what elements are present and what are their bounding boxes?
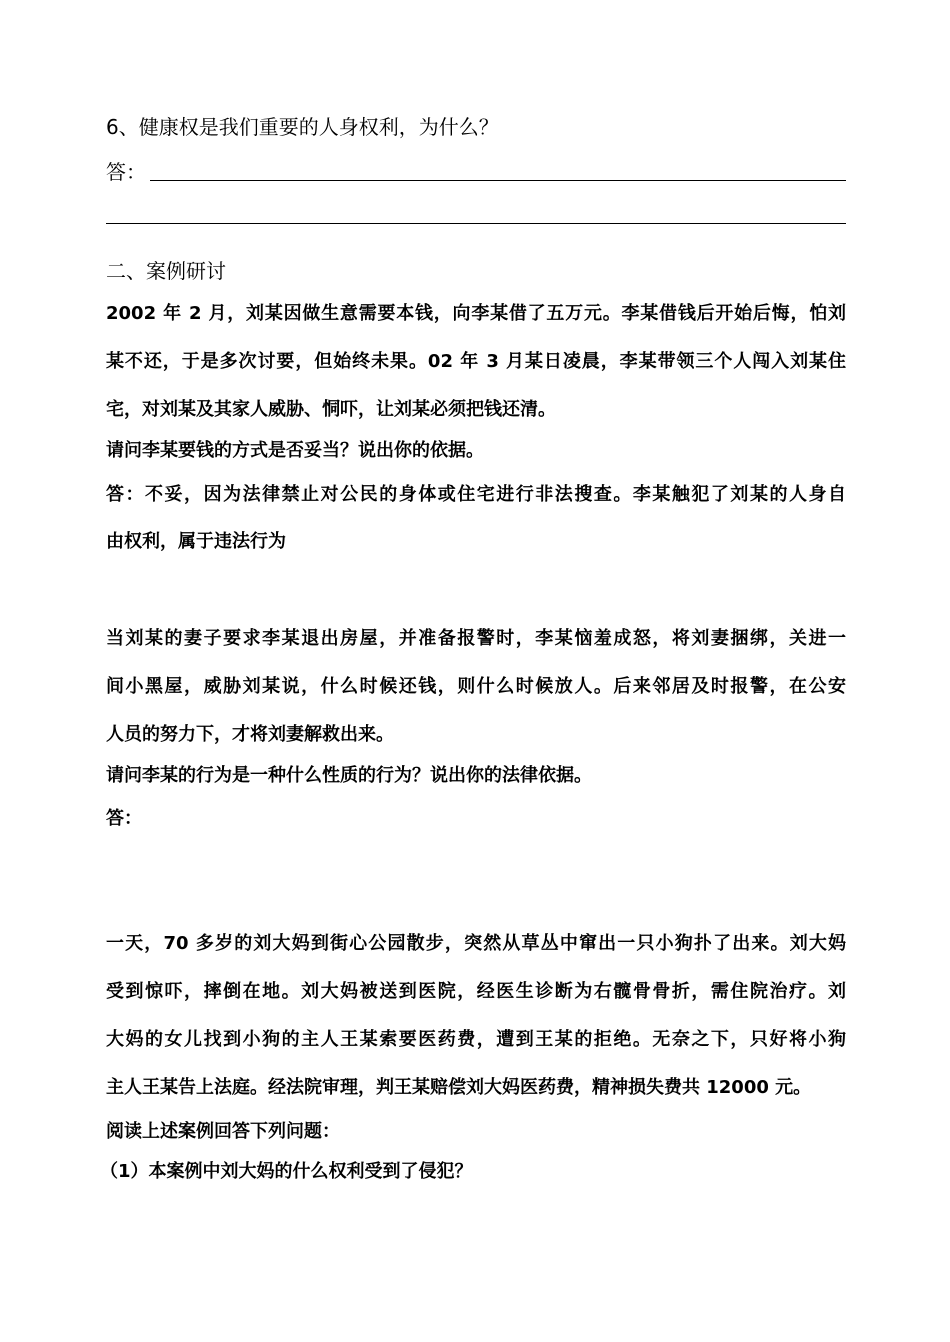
case3-line-4: 主人王某告上法庭。经法院审理，判王某赔偿刘大妈医药费，精神损失费共 12000 元。	[106, 1077, 812, 1098]
case2-line-1: 当刘某的妻子要求李某退出房屋，并准备报警时，李某恼羞成怒，将刘妻捆绑，关进一	[106, 628, 846, 649]
case3-line-1: 一天，70 多岁的刘大妈到街心公园散步，突然从草丛中窜出一只小狗扑了出来。刘大妈	[106, 933, 846, 954]
case2-answer-label: 答：	[106, 808, 142, 829]
answer-6-blank-line-2	[106, 223, 846, 224]
case3-prompt: 阅读上述案例回答下列问题：	[106, 1121, 340, 1142]
answer-6-label: 答：	[106, 160, 146, 184]
case1-answer-line-1: 答：不妥，因为法律禁止对公民的身体或住宅进行非法搜查。李某触犯了刘某的人身自	[106, 484, 846, 505]
case1-line-3: 宅，对刘某及其家人威胁、恫吓，让刘某必须把钱还清。	[106, 399, 556, 420]
case1-line-1: 2002 年 2 月，刘某因做生意需要本钱，向李某借了五万元。李某借钱后开始后悔，怕刘	[106, 303, 846, 324]
case3-question-1: （1）本案例中刘大妈的什么权利受到了侵犯？	[100, 1161, 473, 1182]
case3-line-2: 受到惊吓，摔倒在地。刘大妈被送到医院，经医生诊断为右髋骨骨折，需住院治疗。刘	[106, 981, 846, 1002]
case1-question: 请问李某要钱的方式是否妥当？说出你的依据。	[106, 440, 484, 461]
case2-line-2: 间小黑屋，威胁刘某说，什么时候还钱，则什么时候放人。后来邻居及时报警，在公安	[106, 676, 846, 697]
section-two-heading: 二、案例研讨	[106, 259, 226, 283]
case2-line-3: 人员的努力下，才将刘妻解救出来。	[106, 724, 394, 745]
case2-question: 请问李某的行为是一种什么性质的行为？说出你的法律依据。	[106, 765, 592, 786]
case1-answer-line-2: 由权利，属于违法行为	[106, 531, 286, 552]
question-6: 6、健康权是我们重要的人身权利，为什么？	[106, 115, 499, 139]
case3-line-3: 大妈的女儿找到小狗的主人王某索要医药费，遭到王某的拒绝。无奈之下，只好将小狗	[106, 1029, 846, 1050]
answer-6-blank-line-1	[150, 180, 846, 181]
case1-line-2: 某不还，于是多次讨要，但始终未果。02 年 3 月某日凌晨，李某带领三个人闯入刘某住	[106, 351, 846, 372]
